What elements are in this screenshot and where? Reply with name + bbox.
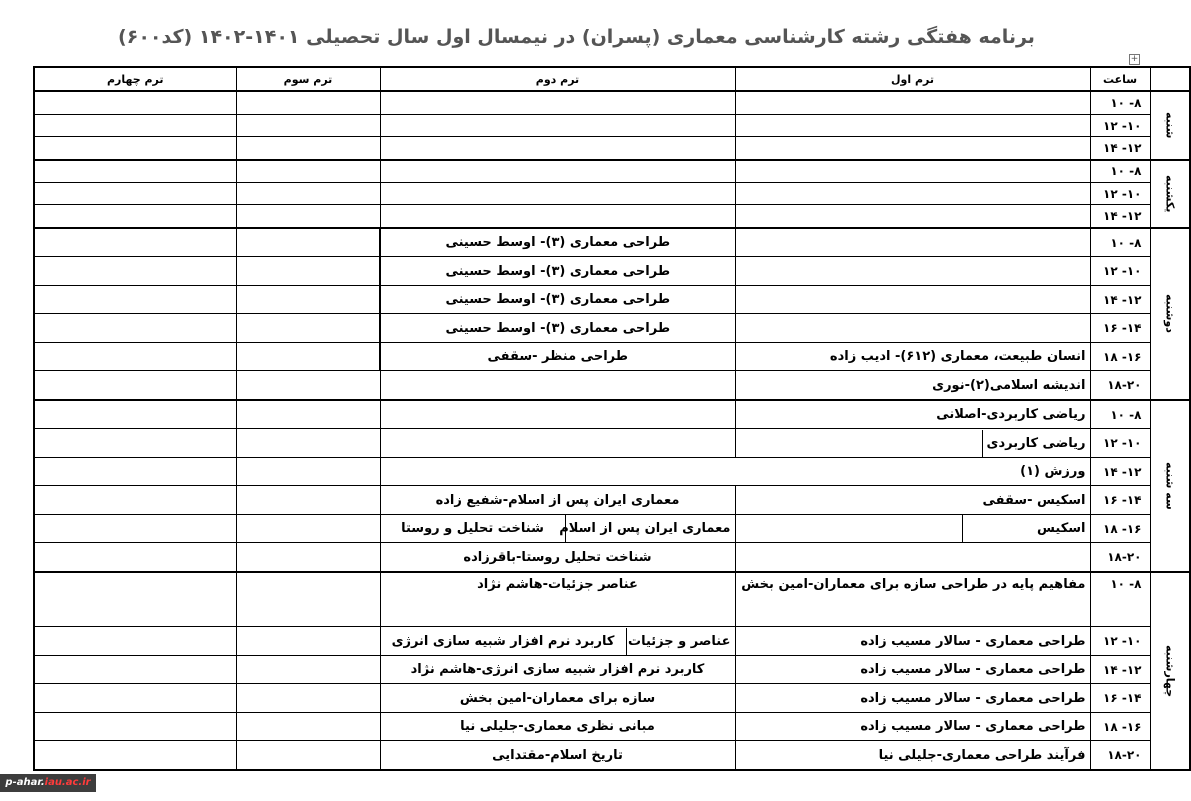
table-row xyxy=(34,572,1190,627)
table-row xyxy=(34,114,1190,136)
hour-cell: ۱۰- ۱۲ xyxy=(1090,257,1150,286)
course-cell: معماری ایران پس از اسلام-شفیع زاده xyxy=(380,486,735,515)
course-cell: انسان طبیعت، معماری (۶۱۲)- ادیب زاده xyxy=(735,342,1090,371)
hour-cell: ۸- ۱۰ xyxy=(1090,160,1150,183)
course-cell: طراحی معماری - سالار مسیب زاده xyxy=(735,712,1090,741)
weekly-schedule-table xyxy=(33,66,1191,771)
table-row xyxy=(34,627,1190,656)
course-cell: کاربرد نرم افزار شبیه سازی انرژی-هاشم نژاد xyxy=(380,655,735,684)
term1-header: ترم اول xyxy=(735,67,1090,91)
course-cell: تاریخ اسلام-مقتدایی xyxy=(380,741,735,770)
course-cell: طراحی معماری (۳)- اوسط حسینی xyxy=(380,257,735,286)
hour-cell: ۱۸-۲۰ xyxy=(1090,543,1150,572)
table-row xyxy=(34,257,1190,286)
hour-cell: ۱۰- ۱۲ xyxy=(1090,429,1150,458)
table-row xyxy=(34,314,1190,343)
table-row xyxy=(34,486,1190,515)
hour-cell: ۸- ۱۰ xyxy=(1090,400,1150,429)
hour-cell: ۱۴- ۱۶ xyxy=(1090,684,1150,713)
hour-cell: ۱۰- ۱۲ xyxy=(1090,114,1150,136)
course-cell: اسکیس -سقفی xyxy=(735,486,1090,515)
table-row xyxy=(34,183,1190,205)
course-cell: طراحی معماری - سالار مسیب زاده xyxy=(735,627,1090,656)
table-row xyxy=(34,91,1190,114)
table-row xyxy=(34,400,1190,429)
hour-cell: ۱۴- ۱۶ xyxy=(1090,486,1150,515)
course-cell: طراحی معماری (۳)- اوسط حسینی xyxy=(380,285,735,314)
hour-cell: ۱۲- ۱۴ xyxy=(1090,285,1150,314)
course-cell: سازه برای معماران-امین بخش xyxy=(380,684,735,713)
table-row xyxy=(34,137,1190,160)
table-row xyxy=(34,684,1190,713)
course-cell: عناصر و جزئیات xyxy=(626,628,735,655)
hour-cell: ۸- ۱۰ xyxy=(1090,572,1150,627)
hour-cell: ۱۰- ۱۲ xyxy=(1090,627,1150,656)
course-cell: طراحی معماری (۳)- اوسط حسینی xyxy=(380,228,735,257)
table-row xyxy=(34,429,1190,458)
course-cell: کاربرد نرم افزار شبیه سازی انرژی xyxy=(391,633,615,649)
course-cell: طراحی منظر -سقفی xyxy=(380,342,735,371)
hour-cell: ۱۸-۲۰ xyxy=(1090,741,1150,770)
table-row xyxy=(34,285,1190,314)
term2-header: ترم دوم xyxy=(380,67,735,91)
hour-cell: ۱۲- ۱۴ xyxy=(1090,655,1150,684)
hour-cell: ۱۶- ۱۸ xyxy=(1090,342,1150,371)
course-cell: طراحی معماری (۳)- اوسط حسینی xyxy=(380,314,735,343)
table-row xyxy=(34,514,1190,543)
day-label-wednesday: چهارشنبه xyxy=(1150,572,1190,770)
table-row xyxy=(34,228,1190,257)
course-cell: مبانی نظری معماری-جلیلی نیا xyxy=(380,712,735,741)
term3-header: ترم سوم xyxy=(236,67,380,91)
course-cell: معماری ایران پس از اسلام xyxy=(565,515,735,542)
table-row xyxy=(34,655,1190,684)
hour-cell: ۱۲- ۱۴ xyxy=(1090,457,1150,486)
site-watermark: p-ahar.iau.ac.ir xyxy=(0,774,96,792)
table-row xyxy=(34,371,1190,400)
table-move-handle-icon[interactable]: + xyxy=(1130,54,1139,64)
day-header-cell xyxy=(1150,67,1190,91)
hour-cell: ۸- ۱۰ xyxy=(1090,228,1150,257)
hour-cell: ۱۶- ۱۸ xyxy=(1090,514,1150,543)
table-row xyxy=(34,342,1190,371)
course-cell: شناخت تحلیل و روستا xyxy=(401,521,544,537)
course-cell: ریاضی کاربردی-اصلانی xyxy=(735,400,1090,429)
day-label-saturday: شنبه xyxy=(1150,91,1190,159)
course-cell: اندیشه اسلامی(۲)-نوری xyxy=(735,371,1090,400)
day-label-sunday: یکشنبه xyxy=(1150,160,1190,228)
hour-cell: ۱۲- ۱۴ xyxy=(1090,137,1150,160)
table-row xyxy=(34,712,1190,741)
course-cell: شناخت تحلیل روستا-باقرزاده xyxy=(380,543,735,572)
hour-header: ساعت xyxy=(1090,67,1150,91)
hour-cell: ۱۸-۲۰ xyxy=(1090,371,1150,400)
table-row xyxy=(34,160,1190,183)
course-cell: مفاهیم پایه در طراحی سازه برای معماران-امین بخش xyxy=(735,572,1090,627)
course-cell: طراحی معماری - سالار مسیب زاده xyxy=(735,684,1090,713)
course-cell: ریاضی کاربردی xyxy=(982,430,1090,457)
day-label-tuesday: سه شنبه xyxy=(1150,400,1190,572)
table-row xyxy=(34,543,1190,572)
hour-cell: ۱۶- ۱۸ xyxy=(1090,712,1150,741)
hour-cell: ۱۴- ۱۶ xyxy=(1090,314,1150,343)
table-row xyxy=(34,205,1190,228)
hour-cell: ۸- ۱۰ xyxy=(1090,91,1150,114)
day-label-monday: دوشنبه xyxy=(1150,228,1190,400)
course-cell: طراحی معماری - سالار مسیب زاده xyxy=(735,655,1090,684)
table-row xyxy=(34,457,1190,486)
course-cell: عناصر جزئیات-هاشم نژاد xyxy=(380,572,735,627)
table-row xyxy=(34,741,1190,770)
course-cell: فرآیند طراحی معماری-جلیلی نیا xyxy=(735,741,1090,770)
hour-cell: ۱۰- ۱۲ xyxy=(1090,183,1150,205)
page-title: برنامه هفتگی رشته کارشناسی معماری (پسران) در نیمسال اول سال تحصیلی ۱۴۰۱-۱۴۰۲ (کد۶۰۰) xyxy=(118,26,1035,48)
course-cell: ورزش (۱) xyxy=(380,457,1090,486)
course-cell: اسکیس xyxy=(962,515,1090,542)
hour-cell: ۱۲- ۱۴ xyxy=(1090,205,1150,228)
term4-header: ترم چهارم xyxy=(34,67,236,91)
